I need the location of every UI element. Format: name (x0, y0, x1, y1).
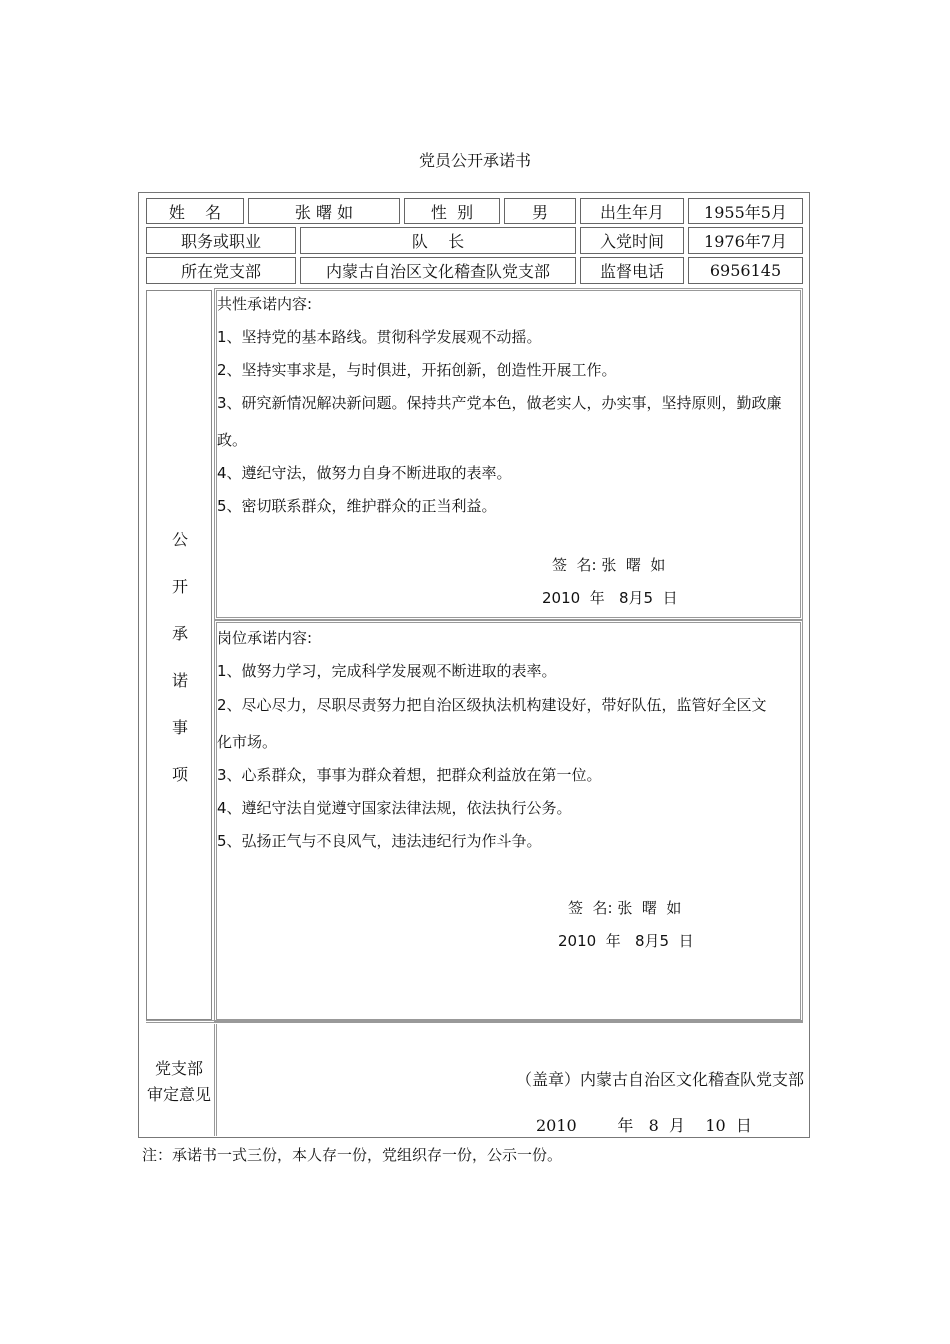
review-label (146, 1056, 212, 1108)
post-item: 4、遵纪守法自觉遵守国家法律法规，依法执行公务。 (217, 799, 572, 817)
common-item: 5、密切联系群众，维护群众的正当利益。 (217, 497, 497, 515)
section-label-char: 承 (171, 624, 188, 643)
review-stamp: （盖章）内蒙古自治区文化稽查队党支部 (516, 1070, 805, 1089)
gender-label: 性 别 (404, 198, 500, 224)
review-column-divider (214, 1024, 218, 1136)
post-item: 1、做努力学习，完成科学发展观不断进取的表率。 (217, 662, 557, 680)
common-date: 2010 年 8月5 日 (542, 589, 678, 607)
common-item: 政。 (217, 431, 248, 449)
position-value: 队 长 (300, 227, 576, 254)
section-label-char: 公 (171, 530, 188, 549)
footnote: 注：承诺书一式三份，本人存一份，党组织存一份，公示一份。 (142, 1146, 563, 1164)
position-label: 职务或职业 (146, 227, 296, 254)
section-label-char: 事 (171, 718, 188, 737)
section-label-char: 项 (171, 765, 188, 784)
common-heading: 共性承诺内容: (217, 295, 313, 313)
common-item: 3、研究新情况解决新问题。保持共产党本色，做老实人，办实事，坚持原则，勤政廉 (217, 394, 782, 412)
post-item: 化市场。 (217, 733, 278, 751)
post-signature: 签 名: 张 曙 如 (568, 899, 682, 917)
post-heading: 岗位承诺内容: (217, 629, 313, 647)
birth-value: 1955年5月 (688, 198, 803, 224)
post-item: 2、尽心尽力，尽职尽责努力把自治区级执法机构建设好，带好队伍，监管好全区文 (217, 696, 767, 714)
review-label-line: 党支部 (154, 1059, 203, 1078)
review-label-line: 审定意见 (146, 1085, 211, 1104)
section-label-char: 诺 (171, 671, 188, 690)
common-signature: 签 名: 张 曙 如 (552, 556, 666, 574)
common-item: 2、坚持实事求是，与时俱进，开拓创新，创造性开展工作。 (217, 361, 617, 379)
common-item: 1、坚持党的基本路线。贯彻科学发展观不动摇。 (217, 328, 542, 346)
section-label-column (146, 290, 212, 1020)
gender-value: 男 (504, 198, 576, 224)
post-date: 2010 年 8月5 日 (558, 932, 694, 950)
birth-label: 出生年月 (580, 198, 684, 224)
post-item: 5、弘扬正气与不良风气，违法违纪行为作斗争。 (217, 832, 542, 850)
common-item: 4、遵纪守法，做努力自身不断进取的表率。 (217, 464, 512, 482)
name-value: 张 曙 如 (248, 198, 400, 224)
name-label: 姓 名 (146, 198, 244, 224)
phone-value: 6956145 (688, 257, 803, 284)
join-label: 入党时间 (580, 227, 684, 254)
section-label-char: 开 (171, 577, 188, 596)
review-divider (146, 1020, 803, 1025)
document-title: 党员公开承诺书 (418, 151, 531, 170)
join-value: 1976年7月 (688, 227, 803, 254)
branch-value: 内蒙古自治区文化稽查队党支部 (300, 257, 576, 284)
post-item: 3、心系群众，事事为群众着想，把群众利益放在第一位。 (217, 766, 602, 784)
phone-label: 监督电话 (580, 257, 684, 284)
review-date: 2010 年 8 月 10 日 (536, 1116, 752, 1135)
branch-label: 所在党支部 (146, 257, 296, 284)
